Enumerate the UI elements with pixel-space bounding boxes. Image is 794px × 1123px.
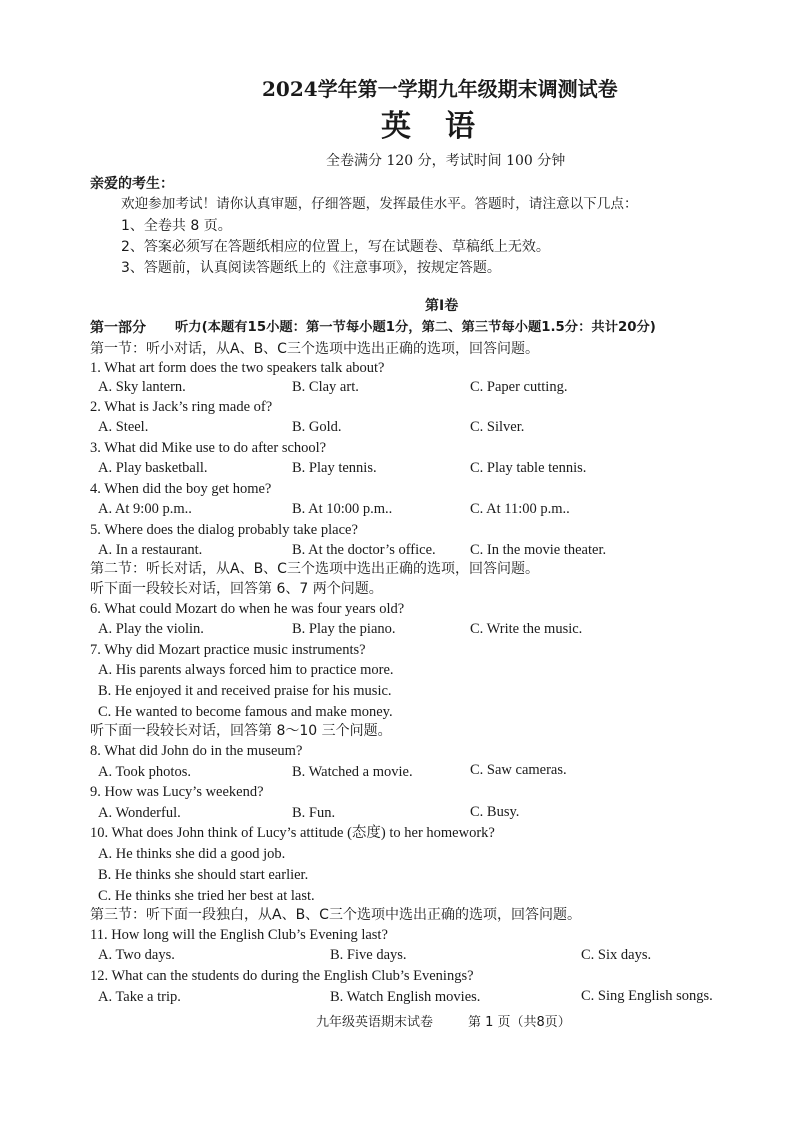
option-c: C. Busy. <box>470 804 520 820</box>
option-c: C. He thinks she tried her best at last. <box>98 888 315 904</box>
greeting: 亲爱的考生： <box>90 176 174 192</box>
option-a: A. Took photos. <box>98 764 191 780</box>
option-b: B. He thinks she should start earlier. <box>98 867 309 883</box>
notice-item: 3、答题前，认真阅读答题纸上的《注意事项》，按规定答题。 <box>121 260 501 276</box>
notice-item: 1、全卷共 8 页。 <box>121 218 232 234</box>
option-c: C. At 11:00 p.m.. <box>470 501 570 517</box>
notice-item: 2、答案必须写在答题纸相应的位置上，写在试题卷、草稿纸上无效。 <box>121 239 550 255</box>
section-instruction: 第三节：听下面一段独白，从A、B、C三个选项中选出正确的选项，回答问题。 <box>90 907 581 923</box>
question-stem: 3. What did Mike use to do after school? <box>90 440 327 456</box>
option-a: A. Steel. <box>98 419 149 435</box>
option-a: A. He thinks she did a good job. <box>98 846 286 862</box>
question-stem: 11. How long will the English Club’s Evening last? <box>90 927 388 943</box>
question-stem: 9. How was Lucy’s weekend? <box>90 784 264 800</box>
question-stem: 4. When did the boy get home? <box>90 481 272 497</box>
option-c: C. Write the music. <box>470 621 583 637</box>
sub-instruction: 听下面一段较长对话，回答第 8～10 三个问题。 <box>90 723 392 739</box>
question-stem: 2. What is Jack’s ring made of? <box>90 399 273 415</box>
option-a: A. At 9:00 p.m.. <box>98 501 192 517</box>
option-b: B. Five days. <box>330 947 407 963</box>
option-a: A. His parents always forced him to practice more. <box>98 662 394 678</box>
option-c: C. Sing English songs. <box>581 988 713 1004</box>
volume-title: 第Ⅰ卷 <box>425 298 459 314</box>
option-b: B. Watch English movies. <box>330 989 481 1005</box>
option-c: C. He wanted to become famous and make money. <box>98 704 393 720</box>
option-b: B. Play tennis. <box>292 460 377 476</box>
part-label: 第一部分 <box>90 320 146 336</box>
option-b: B. Watched a movie. <box>292 764 413 780</box>
question-stem: 10. What does John think of Lucy’s attitude (态度) to her homework? <box>90 825 495 841</box>
option-b: B. At 10:00 p.m.. <box>292 501 393 517</box>
exam-title: 2024学年第一学期九年级期末调测试卷 <box>262 77 618 101</box>
footer-exam-name: 九年级英语期末试卷 <box>316 1015 434 1030</box>
option-a: A. Wonderful. <box>98 805 181 821</box>
score-info: 全卷满分 120 分，考试时间 100 分钟 <box>326 153 566 169</box>
option-c: C. Six days. <box>581 947 652 963</box>
question-stem: 5. Where does the dialog probably take place? <box>90 522 358 538</box>
option-b: B. Play the piano. <box>292 621 396 637</box>
option-c: C. Paper cutting. <box>470 379 568 395</box>
section-instruction: 第二节：听长对话，从A、B、C三个选项中选出正确的选项，回答问题。 <box>90 561 539 577</box>
question-stem: 8. What did John do in the museum? <box>90 743 303 759</box>
option-a: A. Two days. <box>98 947 175 963</box>
option-c: C. In the movie theater. <box>470 542 607 558</box>
option-b: B. Fun. <box>292 805 336 821</box>
footer-page-info: 第 1 页（共8页） <box>468 1015 571 1030</box>
option-c: C. Silver. <box>470 419 525 435</box>
notice-intro: 欢迎参加考试！请你认真审题，仔细答题，发挥最佳水平。答题时，请注意以下几点： <box>121 196 638 212</box>
question-stem: 6. What could Mozart do when he was four years old? <box>90 601 405 617</box>
option-a: A. In a restaurant. <box>98 542 203 558</box>
sub-instruction: 听下面一段较长对话，回答第 6、7 两个问题。 <box>90 581 383 597</box>
option-b: B. At the doctor’s office. <box>292 542 436 558</box>
option-a: A. Take a trip. <box>98 989 181 1005</box>
option-a: A. Sky lantern. <box>98 379 186 395</box>
option-b: B. He enjoyed it and received praise for his music. <box>98 683 392 699</box>
question-stem: 1. What art form does the two speakers talk about? <box>90 360 385 376</box>
subject-title: 英 语 <box>381 109 477 144</box>
option-a: A. Play the violin. <box>98 621 204 637</box>
question-stem: 12. What can the students do during the English Club’s Evenings? <box>90 968 474 984</box>
option-c: C. Saw cameras. <box>470 762 567 778</box>
section-instruction: 第一节：听小对话，从A、B、C三个选项中选出正确的选项，回答问题。 <box>90 341 539 357</box>
option-b: B. Clay art. <box>292 379 359 395</box>
part-title: 听力(本题有15小题：第一节每小题1分，第二、第三节每小题1.5分：共计20分) <box>175 320 656 335</box>
question-stem: 7. Why did Mozart practice music instruments? <box>90 642 366 658</box>
option-b: B. Gold. <box>292 419 342 435</box>
option-c: C. Play table tennis. <box>470 460 587 476</box>
option-a: A. Play basketball. <box>98 460 208 476</box>
